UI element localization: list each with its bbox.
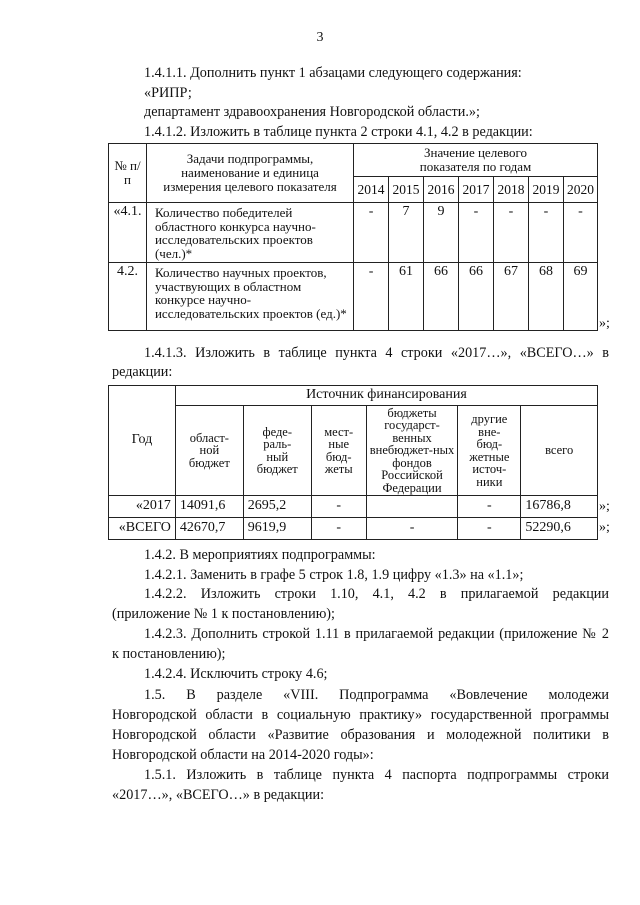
header-regional-budget: област-ной бюджет bbox=[175, 406, 243, 496]
value-cell: - bbox=[493, 203, 528, 263]
value-cell: 52290,6 bbox=[521, 518, 598, 540]
table-row bbox=[109, 518, 598, 540]
row-task: Количество научных проектов, участвующих в областном конкурсе научно-исследовательских проектов (ед.)* bbox=[146, 263, 353, 331]
page-number: 3 bbox=[316, 30, 324, 45]
paragraph-ripr: «РИПР; bbox=[144, 85, 192, 101]
paragraph-1-4-1-3-line1: 1.4.1.3. Изложить в таблице пункта 4 строки «2017…», «ВСЕГО…» в bbox=[144, 345, 609, 361]
value-cell: - bbox=[458, 518, 521, 540]
value-cell: 7 bbox=[389, 203, 424, 263]
paragraph-1-4-2-2-line2: (приложение № 1 к постановлению); bbox=[112, 606, 335, 622]
value-cell: 61 bbox=[389, 263, 424, 331]
value-cell: 9 bbox=[424, 203, 459, 263]
header-number: № п/п bbox=[109, 144, 147, 203]
value-cell: - bbox=[354, 263, 389, 331]
row-number: 4.2. bbox=[109, 263, 147, 331]
year-header: 2020 bbox=[563, 177, 597, 203]
paragraph-1-4-1-3-line2: редакции: bbox=[112, 364, 173, 380]
value-cell: 9619,9 bbox=[243, 518, 311, 540]
year-header: 2014 bbox=[354, 177, 389, 203]
paragraph-1-4-2-3-line2: к постановлению); bbox=[112, 646, 226, 662]
paragraph-1-5-line1: 1.5. В разделе «VIII. Подпрограмма «Вовлечение молодежи bbox=[144, 687, 609, 703]
table-row bbox=[109, 263, 598, 331]
value-cell: 2695,2 bbox=[243, 496, 311, 518]
value-cell: - bbox=[354, 203, 389, 263]
table2-row1-closing-quote: »; bbox=[599, 499, 610, 514]
value-cell: 68 bbox=[528, 263, 563, 331]
value-cell: - bbox=[311, 496, 366, 518]
value-cell: 42670,7 bbox=[175, 518, 243, 540]
header-task: Задачи подпрограммы, наименование и единица измерения целевого показателя bbox=[146, 144, 353, 203]
value-cell: - bbox=[311, 518, 366, 540]
header-other-sources: другие вне-бюд-жетные источ-ники bbox=[458, 406, 521, 496]
row-task: Количество победителей областного конкурса научно-исследовательских проектов (чел.)* bbox=[146, 203, 353, 263]
header-extrabudgetary-funds: бюджеты государст-венных внебюджет-ных фондов Российской Федерации bbox=[366, 406, 458, 496]
row-year: «ВСЕГО bbox=[109, 518, 176, 540]
paragraph-1-5-line4: Новгородской области на 2014-2020 годы»: bbox=[112, 747, 374, 763]
paragraph-1-4-1-1: 1.4.1.1. Дополнить пункт 1 абзацами следующего содержания: bbox=[144, 65, 522, 81]
row-number: «4.1. bbox=[109, 203, 147, 263]
year-header: 2016 bbox=[424, 177, 459, 203]
paragraph-1-4-1-2: 1.4.1.2. Изложить в таблице пункта 2 строки 4.1, 4.2 в редакции: bbox=[144, 124, 533, 140]
year-header: 2017 bbox=[459, 177, 494, 203]
paragraph-1-4-2-1: 1.4.2.1. Заменить в графе 5 строк 1.8, 1.9 цифру «1.3» на «1.1»; bbox=[144, 567, 524, 583]
year-header: 2018 bbox=[493, 177, 528, 203]
value-cell: - bbox=[458, 496, 521, 518]
paragraph-1-5-line2: Новгородской области в социальную практику» государственной программы bbox=[112, 707, 609, 723]
paragraph-1-4-2-4: 1.4.2.4. Исключить строку 4.6; bbox=[144, 666, 328, 682]
header-local-budgets: мест-ные бюд-жеты bbox=[311, 406, 366, 496]
value-cell: - bbox=[563, 203, 597, 263]
header-financing-source: Источник финансирования bbox=[175, 386, 597, 406]
header-total: всего bbox=[521, 406, 598, 496]
paragraph-1-5-1-line2: «2017…», «ВСЕГО…» в редакции: bbox=[112, 787, 325, 803]
value-cell bbox=[366, 496, 458, 518]
indicators-table bbox=[108, 143, 598, 331]
value-cell: 69 bbox=[563, 263, 597, 331]
year-header: 2015 bbox=[389, 177, 424, 203]
paragraph-department: департамент здравоохранения Новгородской области.»; bbox=[144, 104, 480, 120]
header-values-by-year: Значение целевого показателя по годам bbox=[354, 144, 598, 177]
year-header: 2019 bbox=[528, 177, 563, 203]
paragraph-1-4-2-3-line1: 1.4.2.3. Дополнить строкой 1.11 в прилагаемой редакции (приложение № 2 bbox=[144, 626, 609, 642]
value-cell: 67 bbox=[493, 263, 528, 331]
paragraph-1-5-1-line1: 1.5.1. Изложить в таблице пункта 4 паспорта подпрограммы строки bbox=[144, 767, 609, 783]
header-federal-budget: феде-раль-ный бюджет bbox=[243, 406, 311, 496]
value-cell: - bbox=[459, 203, 494, 263]
table-row bbox=[109, 203, 598, 263]
value-cell: 66 bbox=[459, 263, 494, 331]
row-year: «2017 bbox=[109, 496, 176, 518]
value-cell: - bbox=[528, 203, 563, 263]
paragraph-1-4-2-2-line1: 1.4.2.2. Изложить строки 1.10, 4.1, 4.2 в прилагаемой редакции bbox=[144, 586, 609, 602]
value-cell: 16786,8 bbox=[521, 496, 598, 518]
paragraph-1-5-line3: Новгородской области «Развитие образования и молодежной политики в bbox=[112, 727, 609, 743]
table2-row2-closing-quote: »; bbox=[599, 520, 610, 535]
table1-closing-quote: »; bbox=[599, 316, 610, 331]
paragraph-1-4-2: 1.4.2. В мероприятиях подпрограммы: bbox=[144, 547, 376, 563]
value-cell: 66 bbox=[424, 263, 459, 331]
financing-table bbox=[108, 385, 598, 540]
value-cell: 14091,6 bbox=[175, 496, 243, 518]
value-cell: - bbox=[366, 518, 458, 540]
header-year: Год bbox=[109, 386, 176, 496]
table-row bbox=[109, 496, 598, 518]
